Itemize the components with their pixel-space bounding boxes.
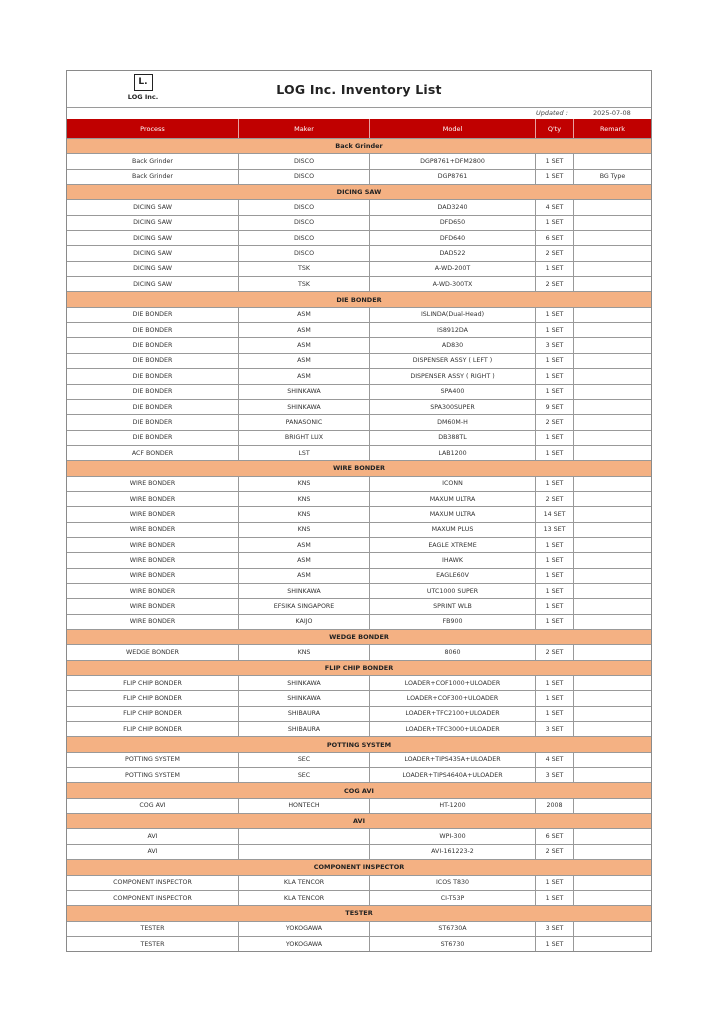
cell-remark	[574, 891, 651, 905]
table-row	[67, 522, 651, 537]
cell-process: Back Grinder	[67, 170, 239, 184]
cell-model: AVI-161223-2	[370, 845, 536, 859]
table-body	[67, 138, 651, 951]
table-row	[67, 322, 651, 337]
table-row	[67, 614, 651, 629]
cell-remark	[574, 216, 651, 230]
cell-qty: 1 SET	[536, 446, 574, 460]
cell-qty: 2 SET	[536, 246, 574, 260]
cell-process: DIE BONDER	[67, 354, 239, 368]
cell-remark	[574, 691, 651, 705]
table-row	[67, 890, 651, 905]
cell-remark	[574, 246, 651, 260]
cell-process: WIRE BONDER	[67, 507, 239, 521]
cell-qty: 4 SET	[536, 200, 574, 214]
table-row	[67, 537, 651, 552]
cell-maker: KNS	[239, 523, 370, 537]
cell-process: FLIP CHIP BONDER	[67, 691, 239, 705]
cell-qty: 1 SET	[536, 584, 574, 598]
cell-model: SPRINT WLB	[370, 599, 536, 613]
cell-model: FB900	[370, 615, 536, 629]
cell-qty: 1 SET	[536, 262, 574, 276]
cell-process: WIRE BONDER	[67, 584, 239, 598]
table-row	[67, 307, 651, 322]
cell-remark	[574, 446, 651, 460]
cell-maker: YOKOGAWA	[239, 937, 370, 951]
cell-qty: 1 SET	[536, 431, 574, 445]
updated-date: 2025-07-08	[593, 109, 631, 117]
cell-process: AVI	[67, 829, 239, 843]
cell-remark	[574, 354, 651, 368]
cell-model: DISPENSER ASSY ( LEFT )	[370, 354, 536, 368]
table-row	[67, 675, 651, 690]
column-header-maker: Maker	[239, 119, 370, 138]
cell-remark	[574, 615, 651, 629]
table-row	[67, 506, 651, 521]
cell-maker: DISCO	[239, 231, 370, 245]
cell-qty: 3 SET	[536, 338, 574, 352]
cell-process: WIRE BONDER	[67, 599, 239, 613]
cell-model: A-WD-200T	[370, 262, 536, 276]
cell-maker: ASM	[239, 369, 370, 383]
cell-model: LOADER+TFC2100+ULOADER	[370, 707, 536, 721]
cell-qty: 1 SET	[536, 891, 574, 905]
cell-maker: SHINKAWA	[239, 676, 370, 690]
cell-process: AVI	[67, 845, 239, 859]
cell-remark	[574, 154, 651, 168]
cell-process: WIRE BONDER	[67, 492, 239, 506]
cell-remark	[574, 707, 651, 721]
section-header: FLIP CHIP BONDER	[67, 660, 651, 675]
table-row	[67, 199, 651, 214]
cell-process: DICING SAW	[67, 246, 239, 260]
cell-process: COG AVI	[67, 799, 239, 813]
table-row	[67, 169, 651, 184]
cell-model: EAGLE60V	[370, 569, 536, 583]
cell-qty: 1 SET	[536, 599, 574, 613]
cell-maker: ASM	[239, 323, 370, 337]
cell-process: POTTING SYSTEM	[67, 768, 239, 782]
cell-maker: DISCO	[239, 154, 370, 168]
cell-qty: 1 SET	[536, 538, 574, 552]
cell-remark	[574, 753, 651, 767]
table-row	[67, 721, 651, 736]
table-row	[67, 353, 651, 368]
table-row	[67, 368, 651, 383]
cell-process: DIE BONDER	[67, 385, 239, 399]
cell-qty: 1 SET	[536, 308, 574, 322]
cell-process: TESTER	[67, 922, 239, 936]
column-header-remark: Remark	[600, 124, 625, 133]
cell-maker: EFSIKA SINGAPORE	[239, 599, 370, 613]
cell-qty: 3 SET	[536, 768, 574, 782]
table-row	[67, 153, 651, 168]
cell-qty: 6 SET	[536, 829, 574, 843]
cell-maker	[239, 845, 370, 859]
cell-qty: 1 SET	[536, 676, 574, 690]
cell-maker: SHINKAWA	[239, 691, 370, 705]
cell-model: LAB1200	[370, 446, 536, 460]
table-row	[67, 828, 651, 843]
table-row	[67, 921, 651, 936]
table-row	[67, 767, 651, 782]
cell-remark	[574, 369, 651, 383]
cell-maker: SHINKAWA	[239, 584, 370, 598]
cell-model: MAXUM PLUS	[370, 523, 536, 537]
cell-remark	[574, 231, 651, 245]
cell-qty: 1 SET	[536, 937, 574, 951]
section-header: COMPONENT INSPECTOR	[67, 859, 651, 874]
cell-maker: SHINKAWA	[239, 385, 370, 399]
cell-process: DICING SAW	[67, 216, 239, 230]
cell-maker: KNS	[239, 507, 370, 521]
cell-qty: 1 SET	[536, 385, 574, 399]
table-row	[67, 414, 651, 429]
section-header: WIRE BONDER	[67, 460, 651, 475]
cell-process: COMPONENT INSPECTOR	[67, 876, 239, 890]
cell-process: ACF BONDER	[67, 446, 239, 460]
cell-maker: HONTECH	[239, 799, 370, 813]
cell-model: MAXUM ULTRA	[370, 507, 536, 521]
cell-maker: LST	[239, 446, 370, 460]
cell-model: LOADER+COF1000+ULOADER	[370, 676, 536, 690]
cell-remark	[574, 722, 651, 736]
cell-maker: ASM	[239, 308, 370, 322]
table-row	[67, 583, 651, 598]
page-title: LOG Inc. Inventory List	[276, 82, 442, 97]
cell-process: WIRE BONDER	[67, 523, 239, 537]
cell-process: DICING SAW	[67, 231, 239, 245]
cell-maker: ASM	[239, 338, 370, 352]
cell-process: FLIP CHIP BONDER	[67, 676, 239, 690]
table-row	[67, 644, 651, 659]
cell-model: ST6730A	[370, 922, 536, 936]
cell-maker: TSK	[239, 277, 370, 291]
cell-maker: DISCO	[239, 246, 370, 260]
table-row	[67, 598, 651, 613]
table-row	[67, 706, 651, 721]
cell-remark	[574, 523, 651, 537]
cell-model: DGP8761	[370, 170, 536, 184]
cell-qty: 2008	[536, 799, 574, 813]
cell-model: MAXUM ULTRA	[370, 492, 536, 506]
cell-remark	[574, 876, 651, 890]
cell-maker: YOKOGAWA	[239, 922, 370, 936]
cell-remark	[574, 262, 651, 276]
cell-process: DIE BONDER	[67, 431, 239, 445]
cell-process: DIE BONDER	[67, 338, 239, 352]
section-header: WEDGE BONDER	[67, 629, 651, 644]
cell-maker: KNS	[239, 645, 370, 659]
cell-model: DGP8761+DFM2800	[370, 154, 536, 168]
cell-remark	[574, 599, 651, 613]
cell-maker: KLA TENCOR	[239, 891, 370, 905]
cell-maker: ASM	[239, 553, 370, 567]
cell-qty: 3 SET	[536, 722, 574, 736]
cell-process: DICING SAW	[67, 262, 239, 276]
table-row	[67, 245, 651, 260]
cell-qty: 13 SET	[536, 523, 574, 537]
table-row	[67, 399, 651, 414]
cell-remark	[574, 415, 651, 429]
section-header: AVI	[67, 813, 651, 828]
cell-qty: 1 SET	[536, 553, 574, 567]
cell-model: SPA400	[370, 385, 536, 399]
cell-qty: 1 SET	[536, 354, 574, 368]
cell-qty: 3 SET	[536, 922, 574, 936]
table-row	[67, 875, 651, 890]
cell-maker: KAIJO	[239, 615, 370, 629]
cell-remark	[574, 768, 651, 782]
column-header-model: Model	[370, 119, 536, 138]
cell-model: ST6730	[370, 937, 536, 951]
cell-model: CI-T53P	[370, 891, 536, 905]
cell-qty: 1 SET	[536, 216, 574, 230]
table-row	[67, 752, 651, 767]
cell-model: DISPENSER ASSY ( RIGHT )	[370, 369, 536, 383]
cell-process: Back Grinder	[67, 154, 239, 168]
cell-qty: 2 SET	[536, 415, 574, 429]
cell-qty: 2 SET	[536, 492, 574, 506]
cell-process: TESTER	[67, 937, 239, 951]
cell-remark	[574, 477, 651, 491]
column-header-qty: Q'ty	[536, 119, 574, 138]
cell-maker: BRIGHT LUX	[239, 431, 370, 445]
cell-qty: 6 SET	[536, 231, 574, 245]
table-row	[67, 844, 651, 859]
cell-remark	[574, 431, 651, 445]
table-row	[67, 261, 651, 276]
cell-qty: 1 SET	[536, 615, 574, 629]
cell-process: FLIP CHIP BONDER	[67, 722, 239, 736]
column-header-process: Process	[67, 119, 239, 138]
cell-process: DIE BONDER	[67, 323, 239, 337]
cell-remark: BG Type	[599, 173, 626, 181]
cell-process: DICING SAW	[67, 200, 239, 214]
cell-process: WIRE BONDER	[67, 615, 239, 629]
cell-remark	[574, 492, 651, 506]
cell-model: UTC1000 SUPER	[370, 584, 536, 598]
cell-maker: SHIBAURA	[239, 722, 370, 736]
cell-qty: 1 SET	[536, 569, 574, 583]
cell-remark	[574, 922, 651, 936]
section-header: DICING SAW	[67, 184, 651, 199]
cell-maker: SHIBAURA	[239, 707, 370, 721]
logo-mark: L.	[134, 74, 153, 91]
table-row	[67, 276, 651, 291]
cell-model: EAGLE XTREME	[370, 538, 536, 552]
cell-qty: 14 SET	[536, 507, 574, 521]
cell-model: AD830	[370, 338, 536, 352]
cell-maker: SEC	[239, 753, 370, 767]
cell-remark	[574, 937, 651, 951]
cell-qty: 1 SET	[536, 707, 574, 721]
cell-process: WIRE BONDER	[67, 538, 239, 552]
cell-qty: 4 SET	[536, 753, 574, 767]
cell-maker: DISCO	[239, 170, 370, 184]
cell-qty: 1 SET	[536, 154, 574, 168]
cell-process: DIE BONDER	[67, 415, 239, 429]
cell-qty: 9 SET	[536, 400, 574, 414]
cell-qty: 1 SET	[536, 876, 574, 890]
updated-label: Updated :	[536, 109, 568, 117]
cell-process: WIRE BONDER	[67, 553, 239, 567]
table-row	[67, 384, 651, 399]
cell-remark	[574, 385, 651, 399]
table-row	[67, 798, 651, 813]
table-row	[67, 337, 651, 352]
cell-process: DICING SAW	[67, 277, 239, 291]
cell-remark	[574, 569, 651, 583]
table-row	[67, 430, 651, 445]
cell-model: LOADER+TIPS435A+ULOADER	[370, 753, 536, 767]
cell-model: LOADER+TFC3000+ULOADER	[370, 722, 536, 736]
cell-maker: DISCO	[239, 200, 370, 214]
cell-remark	[574, 645, 651, 659]
cell-model: DB388TL	[370, 431, 536, 445]
table-row	[67, 568, 651, 583]
cell-remark	[574, 338, 651, 352]
table-row	[67, 215, 651, 230]
section-header: COG AVI	[67, 782, 651, 797]
cell-qty: 1 SET	[536, 691, 574, 705]
table-row	[67, 936, 651, 951]
section-header: TESTER	[67, 905, 651, 920]
cell-maker: ASM	[239, 538, 370, 552]
cell-process: POTTING SYSTEM	[67, 753, 239, 767]
cell-model: DFD650	[370, 216, 536, 230]
cell-process: WIRE BONDER	[67, 569, 239, 583]
cell-maker	[239, 829, 370, 843]
cell-model: HT-1200	[370, 799, 536, 813]
cell-maker: ASM	[239, 569, 370, 583]
cell-process: WEDGE BONDER	[67, 645, 239, 659]
cell-maker: KNS	[239, 492, 370, 506]
cell-qty: 1 SET	[536, 477, 574, 491]
cell-qty: 1 SET	[536, 369, 574, 383]
cell-remark	[574, 538, 651, 552]
updated-row	[67, 108, 651, 119]
cell-model: DAD3240	[370, 200, 536, 214]
cell-process: DIE BONDER	[67, 369, 239, 383]
cell-model: LOADER+COF300+ULOADER	[370, 691, 536, 705]
table-row	[67, 552, 651, 567]
cell-model: DAD522	[370, 246, 536, 260]
column-header-row	[67, 119, 651, 138]
cell-remark	[574, 553, 651, 567]
cell-remark	[574, 323, 651, 337]
cell-process: DIE BONDER	[67, 400, 239, 414]
cell-remark	[574, 676, 651, 690]
cell-remark	[574, 507, 651, 521]
cell-qty: 2 SET	[536, 645, 574, 659]
cell-maker: SEC	[239, 768, 370, 782]
sheet-header	[67, 71, 651, 108]
cell-model: IS8912DA	[370, 323, 536, 337]
cell-remark	[574, 400, 651, 414]
cell-model: LOADER+TIPS4640A+ULOADER	[370, 768, 536, 782]
cell-maker: KNS	[239, 477, 370, 491]
cell-maker: DISCO	[239, 216, 370, 230]
table-row	[67, 230, 651, 245]
cell-model: ISLINDA(Dual-Head)	[370, 308, 536, 322]
cell-remark	[574, 200, 651, 214]
cell-model: A-WD-300TX	[370, 277, 536, 291]
cell-remark	[574, 829, 651, 843]
cell-model: DM60M-H	[370, 415, 536, 429]
cell-qty: 1 SET	[536, 170, 574, 184]
cell-remark	[574, 277, 651, 291]
cell-model: WPI-300	[370, 829, 536, 843]
table-row	[67, 690, 651, 705]
cell-model: IHAWK	[370, 553, 536, 567]
cell-maker: SHINKAWA	[239, 400, 370, 414]
cell-qty: 2 SET	[536, 845, 574, 859]
cell-maker: TSK	[239, 262, 370, 276]
table-row	[67, 445, 651, 460]
cell-model: 8060	[370, 645, 536, 659]
cell-maker: PANASONIC	[239, 415, 370, 429]
cell-process: DIE BONDER	[67, 308, 239, 322]
cell-maker: KLA TENCOR	[239, 876, 370, 890]
section-header: Back Grinder	[67, 138, 651, 153]
table-row	[67, 476, 651, 491]
cell-model: SPA300SUPER	[370, 400, 536, 414]
cell-qty: 2 SET	[536, 277, 574, 291]
cell-model: ICOS T830	[370, 876, 536, 890]
cell-process: FLIP CHIP BONDER	[67, 707, 239, 721]
cell-remark	[574, 584, 651, 598]
cell-remark	[574, 799, 651, 813]
cell-model: DFD640	[370, 231, 536, 245]
cell-model: ICONN	[370, 477, 536, 491]
cell-process: COMPONENT INSPECTOR	[67, 891, 239, 905]
section-header: DIE BONDER	[67, 291, 651, 306]
cell-process: WIRE BONDER	[67, 477, 239, 491]
section-header: POTTING SYSTEM	[67, 736, 651, 751]
inventory-sheet	[66, 70, 652, 952]
cell-remark	[574, 308, 651, 322]
cell-maker: ASM	[239, 354, 370, 368]
cell-qty: 1 SET	[536, 323, 574, 337]
cell-remark	[574, 845, 651, 859]
table-row	[67, 491, 651, 506]
logo-text: LOG Inc.	[127, 93, 159, 101]
